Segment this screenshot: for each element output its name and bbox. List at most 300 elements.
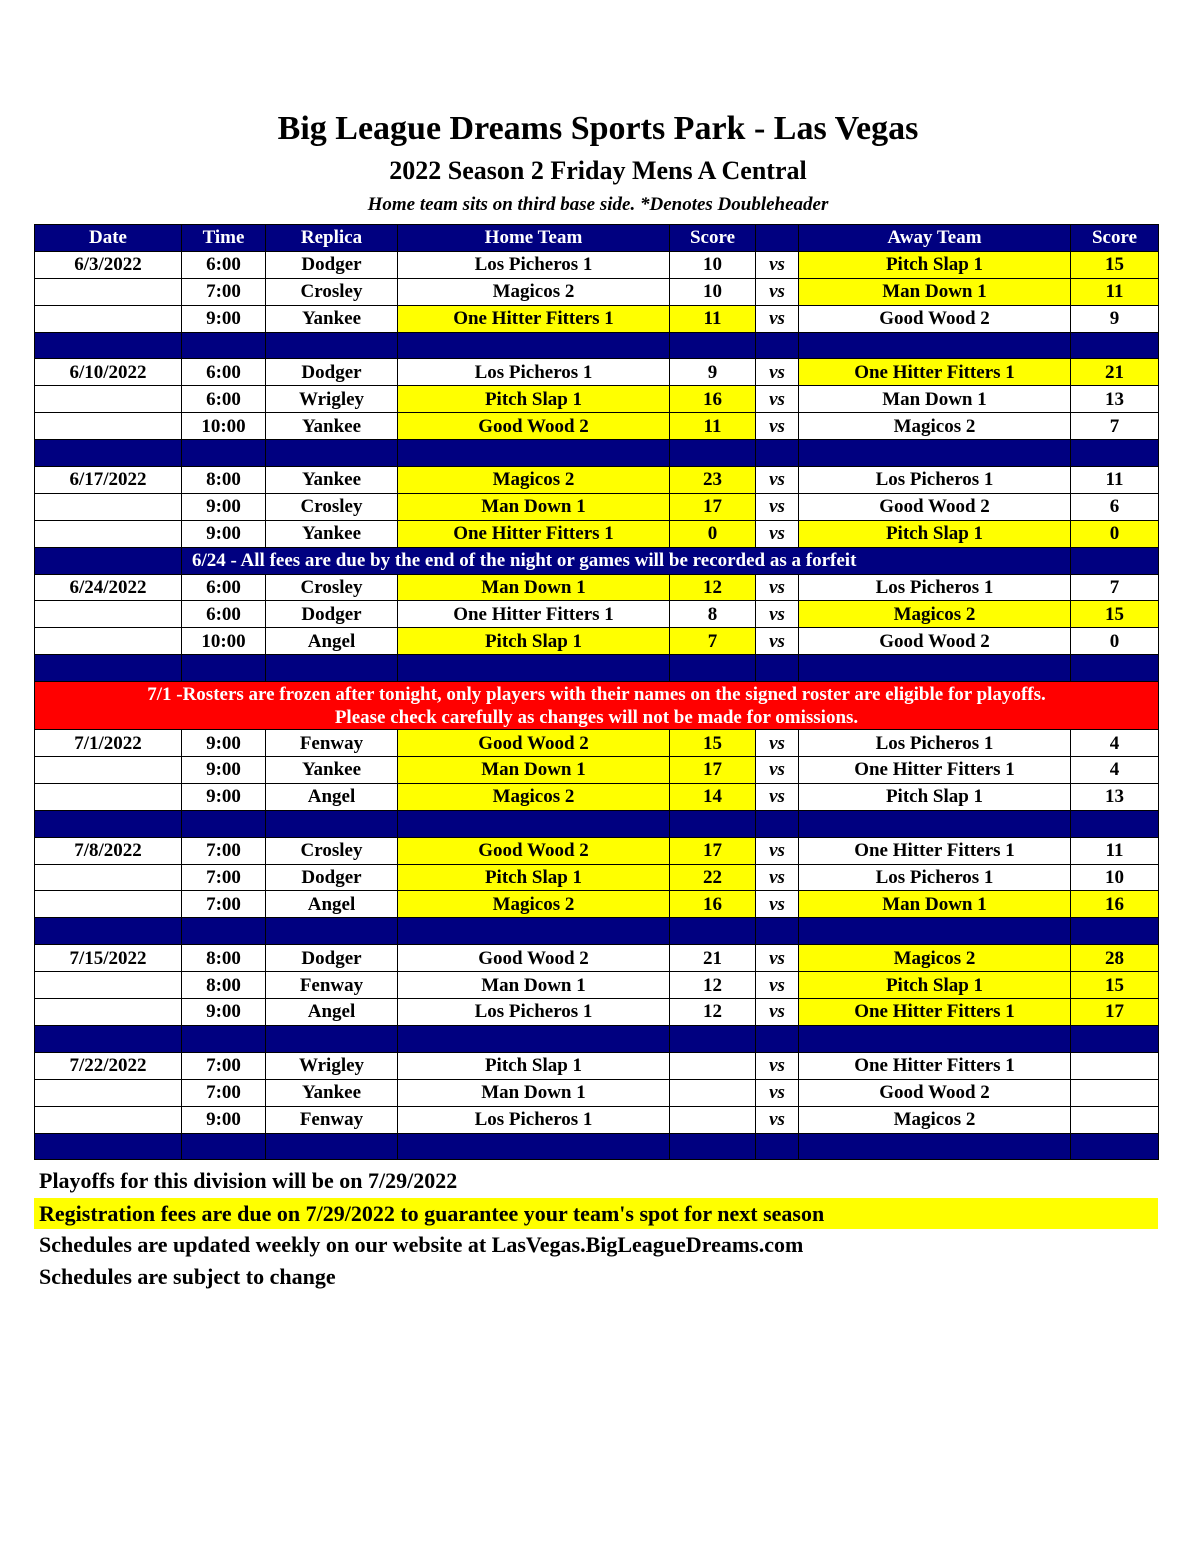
spacer-cell xyxy=(799,655,1071,682)
home-team: Man Down 1 xyxy=(398,1079,670,1106)
game-row xyxy=(35,783,1159,810)
game-date xyxy=(35,520,182,547)
home-team: Good Wood 2 xyxy=(398,730,670,757)
away-score: 15 xyxy=(1071,972,1159,999)
vs-label: vs xyxy=(756,305,799,332)
vs-label: vs xyxy=(756,359,799,386)
notice-cell xyxy=(35,547,182,574)
game-row xyxy=(35,628,1159,655)
spacer-cell xyxy=(266,810,398,837)
away-team: One Hitter Fitters 1 xyxy=(799,757,1071,784)
away-score: 7 xyxy=(1071,574,1159,601)
game-row xyxy=(35,413,1159,440)
home-team: Man Down 1 xyxy=(398,972,670,999)
game-time: 7:00 xyxy=(182,837,266,864)
game-replica: Fenway xyxy=(266,972,398,999)
away-score: 10 xyxy=(1071,864,1159,891)
away-team: Los Picheros 1 xyxy=(799,574,1071,601)
game-date xyxy=(35,1106,182,1133)
website-note: Schedules are updated weekly on our website at LasVegas.BigLeagueDreams.com xyxy=(39,1232,804,1257)
game-replica: Crosley xyxy=(266,278,398,305)
away-team: Good Wood 2 xyxy=(799,1079,1071,1106)
game-row xyxy=(35,972,1159,999)
spacer-cell xyxy=(398,1025,670,1052)
game-date xyxy=(35,305,182,332)
home-score: 23 xyxy=(670,467,756,494)
game-replica: Dodger xyxy=(266,864,398,891)
game-time: 7:00 xyxy=(182,278,266,305)
game-row xyxy=(35,757,1159,784)
spacer-cell xyxy=(756,332,799,359)
home-score: 11 xyxy=(670,305,756,332)
game-row xyxy=(35,1052,1159,1079)
game-date xyxy=(35,601,182,628)
game-date: 6/24/2022 xyxy=(35,574,182,601)
spacer-cell xyxy=(670,810,756,837)
game-date: 6/10/2022 xyxy=(35,359,182,386)
header-row xyxy=(35,225,1159,252)
spacer-cell xyxy=(1071,1025,1159,1052)
col-away-team: Away Team xyxy=(799,225,1071,252)
vs-label: vs xyxy=(756,520,799,547)
spacer-cell xyxy=(266,440,398,467)
schedule-table xyxy=(34,224,1159,1160)
game-row xyxy=(35,837,1159,864)
vs-label: vs xyxy=(756,251,799,278)
away-team: Good Wood 2 xyxy=(799,305,1071,332)
vs-label: vs xyxy=(756,413,799,440)
game-date xyxy=(35,783,182,810)
alert-line-2: Please check carefully as changes will not be made for omissions. xyxy=(334,706,859,728)
game-replica: Dodger xyxy=(266,359,398,386)
game-replica: Wrigley xyxy=(266,1052,398,1079)
spacer-cell xyxy=(398,810,670,837)
away-score: 13 xyxy=(1071,783,1159,810)
away-team: Man Down 1 xyxy=(799,386,1071,413)
spacer-cell xyxy=(35,1133,182,1160)
game-row xyxy=(35,730,1159,757)
schedule-note: Home team sits on third base side. *Denotes Doubleheader xyxy=(367,194,829,215)
game-replica: Dodger xyxy=(266,945,398,972)
game-replica: Wrigley xyxy=(266,386,398,413)
game-time: 7:00 xyxy=(182,891,266,918)
spacer-cell xyxy=(1071,440,1159,467)
away-score xyxy=(1071,1052,1159,1079)
spacer-cell xyxy=(35,440,182,467)
home-score: 16 xyxy=(670,891,756,918)
away-team: Magicos 2 xyxy=(799,413,1071,440)
game-date xyxy=(35,972,182,999)
home-team: One Hitter Fitters 1 xyxy=(398,520,670,547)
home-score xyxy=(670,1079,756,1106)
home-team: Los Picheros 1 xyxy=(398,999,670,1026)
home-team: Man Down 1 xyxy=(398,757,670,784)
home-score xyxy=(670,1106,756,1133)
game-time: 9:00 xyxy=(182,783,266,810)
home-team: One Hitter Fitters 1 xyxy=(398,305,670,332)
home-team: Los Picheros 1 xyxy=(398,359,670,386)
spacer-cell xyxy=(799,810,1071,837)
home-score: 15 xyxy=(670,730,756,757)
vs-label: vs xyxy=(756,837,799,864)
vs-label: vs xyxy=(756,891,799,918)
spacer-cell xyxy=(182,1133,266,1160)
vs-label: vs xyxy=(756,1106,799,1133)
game-replica: Yankee xyxy=(266,757,398,784)
home-score: 0 xyxy=(670,520,756,547)
spacer-cell xyxy=(35,918,182,945)
away-team: Pitch Slap 1 xyxy=(799,783,1071,810)
away-team: Man Down 1 xyxy=(799,891,1071,918)
home-team: Los Picheros 1 xyxy=(398,251,670,278)
spacer-cell xyxy=(398,1133,670,1160)
home-score: 8 xyxy=(670,601,756,628)
game-time: 9:00 xyxy=(182,757,266,784)
away-score: 28 xyxy=(1071,945,1159,972)
game-date: 7/15/2022 xyxy=(35,945,182,972)
away-score: 17 xyxy=(1071,999,1159,1026)
home-team: Magicos 2 xyxy=(398,891,670,918)
vs-label: vs xyxy=(756,864,799,891)
spacer-cell xyxy=(1071,1133,1159,1160)
spacer-cell xyxy=(1071,655,1159,682)
game-time: 9:00 xyxy=(182,493,266,520)
game-date: 6/3/2022 xyxy=(35,251,182,278)
spacer-cell xyxy=(266,655,398,682)
vs-label: vs xyxy=(756,757,799,784)
game-time: 10:00 xyxy=(182,628,266,655)
game-row xyxy=(35,359,1159,386)
home-score: 7 xyxy=(670,628,756,655)
away-score: 11 xyxy=(1071,467,1159,494)
game-date: 7/8/2022 xyxy=(35,837,182,864)
alert-row xyxy=(35,682,1159,730)
spacer-cell xyxy=(35,810,182,837)
game-row xyxy=(35,999,1159,1026)
spacer-cell xyxy=(670,332,756,359)
game-row xyxy=(35,574,1159,601)
away-team: Los Picheros 1 xyxy=(799,864,1071,891)
game-replica: Crosley xyxy=(266,493,398,520)
away-team: One Hitter Fitters 1 xyxy=(799,837,1071,864)
game-time: 9:00 xyxy=(182,1106,266,1133)
away-score: 9 xyxy=(1071,305,1159,332)
away-score: 15 xyxy=(1071,601,1159,628)
game-date: 7/22/2022 xyxy=(35,1052,182,1079)
vs-label: vs xyxy=(756,628,799,655)
spacer-cell xyxy=(398,332,670,359)
game-date xyxy=(35,493,182,520)
spacer-cell xyxy=(756,440,799,467)
spacer-cell xyxy=(182,918,266,945)
game-row xyxy=(35,1079,1159,1106)
spacer-cell xyxy=(670,1133,756,1160)
home-score: 12 xyxy=(670,574,756,601)
game-time: 6:00 xyxy=(182,574,266,601)
home-score: 17 xyxy=(670,757,756,784)
game-row xyxy=(35,945,1159,972)
game-time: 7:00 xyxy=(182,1079,266,1106)
game-replica: Fenway xyxy=(266,730,398,757)
col-time: Time xyxy=(182,225,266,252)
vs-label: vs xyxy=(756,601,799,628)
game-date xyxy=(35,999,182,1026)
spacer-cell xyxy=(182,440,266,467)
spacer-cell xyxy=(398,918,670,945)
away-team: Man Down 1 xyxy=(799,278,1071,305)
game-replica: Angel xyxy=(266,783,398,810)
notice-cell xyxy=(1071,547,1159,574)
registration-note: Registration fees are due on 7/29/2022 to guarantee your team's spot for next season xyxy=(34,1198,1158,1229)
spacer-cell xyxy=(1071,918,1159,945)
game-row xyxy=(35,1106,1159,1133)
change-note: Schedules are subject to change xyxy=(39,1264,336,1289)
home-score: 10 xyxy=(670,251,756,278)
playoffs-note: Playoffs for this division will be on 7/29/2022 xyxy=(39,1168,458,1193)
game-time: 9:00 xyxy=(182,520,266,547)
away-score: 21 xyxy=(1071,359,1159,386)
game-replica: Yankee xyxy=(266,413,398,440)
col-replica: Replica xyxy=(266,225,398,252)
home-score: 22 xyxy=(670,864,756,891)
spacer-cell xyxy=(756,1133,799,1160)
game-date xyxy=(35,413,182,440)
vs-label: vs xyxy=(756,945,799,972)
game-time: 6:00 xyxy=(182,386,266,413)
vs-label: vs xyxy=(756,999,799,1026)
vs-label: vs xyxy=(756,467,799,494)
spacer-row xyxy=(35,440,1159,467)
game-time: 7:00 xyxy=(182,864,266,891)
game-row xyxy=(35,305,1159,332)
home-team: Magicos 2 xyxy=(398,783,670,810)
game-date: 7/1/2022 xyxy=(35,730,182,757)
spacer-cell xyxy=(799,332,1071,359)
home-score: 16 xyxy=(670,386,756,413)
away-team: One Hitter Fitters 1 xyxy=(799,999,1071,1026)
away-score: 0 xyxy=(1071,628,1159,655)
vs-label: vs xyxy=(756,730,799,757)
schedule-body xyxy=(35,251,1159,1160)
home-score: 12 xyxy=(670,999,756,1026)
spacer-row xyxy=(35,332,1159,359)
away-score: 13 xyxy=(1071,386,1159,413)
home-team: One Hitter Fitters 1 xyxy=(398,601,670,628)
game-row xyxy=(35,251,1159,278)
spacer-cell xyxy=(1071,810,1159,837)
game-time: 9:00 xyxy=(182,730,266,757)
col-home-team: Home Team xyxy=(398,225,670,252)
game-date xyxy=(35,891,182,918)
game-row xyxy=(35,493,1159,520)
spacer-cell xyxy=(799,1133,1071,1160)
spacer-cell xyxy=(1071,332,1159,359)
game-time: 6:00 xyxy=(182,251,266,278)
spacer-row xyxy=(35,1025,1159,1052)
spacer-cell xyxy=(756,1025,799,1052)
game-replica: Dodger xyxy=(266,601,398,628)
col-vs xyxy=(756,225,799,252)
away-team: Magicos 2 xyxy=(799,1106,1071,1133)
spacer-cell xyxy=(35,655,182,682)
game-time: 6:00 xyxy=(182,601,266,628)
away-team: Magicos 2 xyxy=(799,601,1071,628)
spacer-cell xyxy=(799,440,1071,467)
game-replica: Crosley xyxy=(266,837,398,864)
away-score xyxy=(1071,1079,1159,1106)
game-time: 9:00 xyxy=(182,305,266,332)
away-team: Pitch Slap 1 xyxy=(799,972,1071,999)
game-row xyxy=(35,601,1159,628)
away-team: Los Picheros 1 xyxy=(799,467,1071,494)
spacer-cell xyxy=(756,810,799,837)
home-score: 14 xyxy=(670,783,756,810)
vs-label: vs xyxy=(756,574,799,601)
game-date xyxy=(35,628,182,655)
game-replica: Angel xyxy=(266,628,398,655)
spacer-cell xyxy=(670,440,756,467)
away-score: 16 xyxy=(1071,891,1159,918)
game-time: 6:00 xyxy=(182,359,266,386)
game-date xyxy=(35,864,182,891)
away-score: 6 xyxy=(1071,493,1159,520)
home-score: 21 xyxy=(670,945,756,972)
home-team: Magicos 2 xyxy=(398,278,670,305)
game-replica: Yankee xyxy=(266,1079,398,1106)
notice-text: 6/24 - All fees are due by the end of the night or games will be recorded as a forfeit xyxy=(182,547,1071,574)
home-team: Pitch Slap 1 xyxy=(398,386,670,413)
game-date xyxy=(35,278,182,305)
spacer-cell xyxy=(266,332,398,359)
away-score: 4 xyxy=(1071,757,1159,784)
away-team: Good Wood 2 xyxy=(799,628,1071,655)
game-row xyxy=(35,467,1159,494)
away-team: Magicos 2 xyxy=(799,945,1071,972)
home-team: Good Wood 2 xyxy=(398,413,670,440)
spacer-cell xyxy=(799,1025,1071,1052)
col-home-score: Score xyxy=(670,225,756,252)
home-score: 17 xyxy=(670,837,756,864)
spacer-cell xyxy=(670,655,756,682)
away-team: Pitch Slap 1 xyxy=(799,251,1071,278)
game-date: 6/17/2022 xyxy=(35,467,182,494)
away-score xyxy=(1071,1106,1159,1133)
game-date xyxy=(35,757,182,784)
away-team: Los Picheros 1 xyxy=(799,730,1071,757)
spacer-cell xyxy=(266,1025,398,1052)
alert-line-1: 7/1 -Rosters are frozen after tonight, only players with their names on the signed roster are eligible for playoffs. xyxy=(147,683,1046,705)
col-date: Date xyxy=(35,225,182,252)
spacer-row xyxy=(35,655,1159,682)
home-score: 12 xyxy=(670,972,756,999)
home-team: Pitch Slap 1 xyxy=(398,1052,670,1079)
page-subtitle: 2022 Season 2 Friday Mens A Central xyxy=(389,156,807,185)
spacer-cell xyxy=(756,918,799,945)
page-title: Big League Dreams Sports Park - Las Vegas xyxy=(277,110,919,147)
away-score: 15 xyxy=(1071,251,1159,278)
home-team: Man Down 1 xyxy=(398,493,670,520)
spacer-cell xyxy=(398,655,670,682)
spacer-cell xyxy=(799,918,1071,945)
home-team: Good Wood 2 xyxy=(398,945,670,972)
away-team: One Hitter Fitters 1 xyxy=(799,1052,1071,1079)
spacer-row xyxy=(35,918,1159,945)
spacer-cell xyxy=(670,918,756,945)
game-row xyxy=(35,278,1159,305)
spacer-cell xyxy=(35,1025,182,1052)
col-away-score: Score xyxy=(1071,225,1159,252)
game-row xyxy=(35,864,1159,891)
spacer-cell xyxy=(182,810,266,837)
notice-row xyxy=(35,547,1159,574)
spacer-cell xyxy=(266,918,398,945)
home-team: Pitch Slap 1 xyxy=(398,864,670,891)
away-score: 11 xyxy=(1071,278,1159,305)
game-time: 7:00 xyxy=(182,1052,266,1079)
alert-banner xyxy=(35,682,1159,730)
vs-label: vs xyxy=(756,493,799,520)
game-replica: Fenway xyxy=(266,1106,398,1133)
away-team: One Hitter Fitters 1 xyxy=(799,359,1071,386)
spacer-cell xyxy=(670,1025,756,1052)
away-score: 11 xyxy=(1071,837,1159,864)
away-team: Good Wood 2 xyxy=(799,493,1071,520)
game-row xyxy=(35,386,1159,413)
game-replica: Yankee xyxy=(266,520,398,547)
home-score: 11 xyxy=(670,413,756,440)
game-replica: Dodger xyxy=(266,251,398,278)
game-time: 8:00 xyxy=(182,945,266,972)
away-score: 4 xyxy=(1071,730,1159,757)
game-replica: Angel xyxy=(266,891,398,918)
spacer-cell xyxy=(756,655,799,682)
game-replica: Yankee xyxy=(266,467,398,494)
away-score: 7 xyxy=(1071,413,1159,440)
vs-label: vs xyxy=(756,278,799,305)
game-time: 9:00 xyxy=(182,999,266,1026)
spacer-cell xyxy=(182,655,266,682)
game-time: 8:00 xyxy=(182,972,266,999)
home-score: 9 xyxy=(670,359,756,386)
vs-label: vs xyxy=(756,1052,799,1079)
home-team: Magicos 2 xyxy=(398,467,670,494)
game-replica: Angel xyxy=(266,999,398,1026)
away-team: Pitch Slap 1 xyxy=(799,520,1071,547)
spacer-cell xyxy=(182,332,266,359)
game-time: 10:00 xyxy=(182,413,266,440)
spacer-cell xyxy=(266,1133,398,1160)
home-team: Man Down 1 xyxy=(398,574,670,601)
spacer-cell xyxy=(398,440,670,467)
game-date xyxy=(35,386,182,413)
vs-label: vs xyxy=(756,972,799,999)
spacer-row xyxy=(35,1133,1159,1160)
vs-label: vs xyxy=(756,783,799,810)
game-row xyxy=(35,891,1159,918)
home-team: Good Wood 2 xyxy=(398,837,670,864)
home-score: 10 xyxy=(670,278,756,305)
game-replica: Yankee xyxy=(266,305,398,332)
vs-label: vs xyxy=(756,1079,799,1106)
spacer-row xyxy=(35,810,1159,837)
away-score: 0 xyxy=(1071,520,1159,547)
home-team: Pitch Slap 1 xyxy=(398,628,670,655)
spacer-cell xyxy=(35,332,182,359)
game-replica: Crosley xyxy=(266,574,398,601)
home-score: 17 xyxy=(670,493,756,520)
home-score xyxy=(670,1052,756,1079)
spacer-cell xyxy=(182,1025,266,1052)
